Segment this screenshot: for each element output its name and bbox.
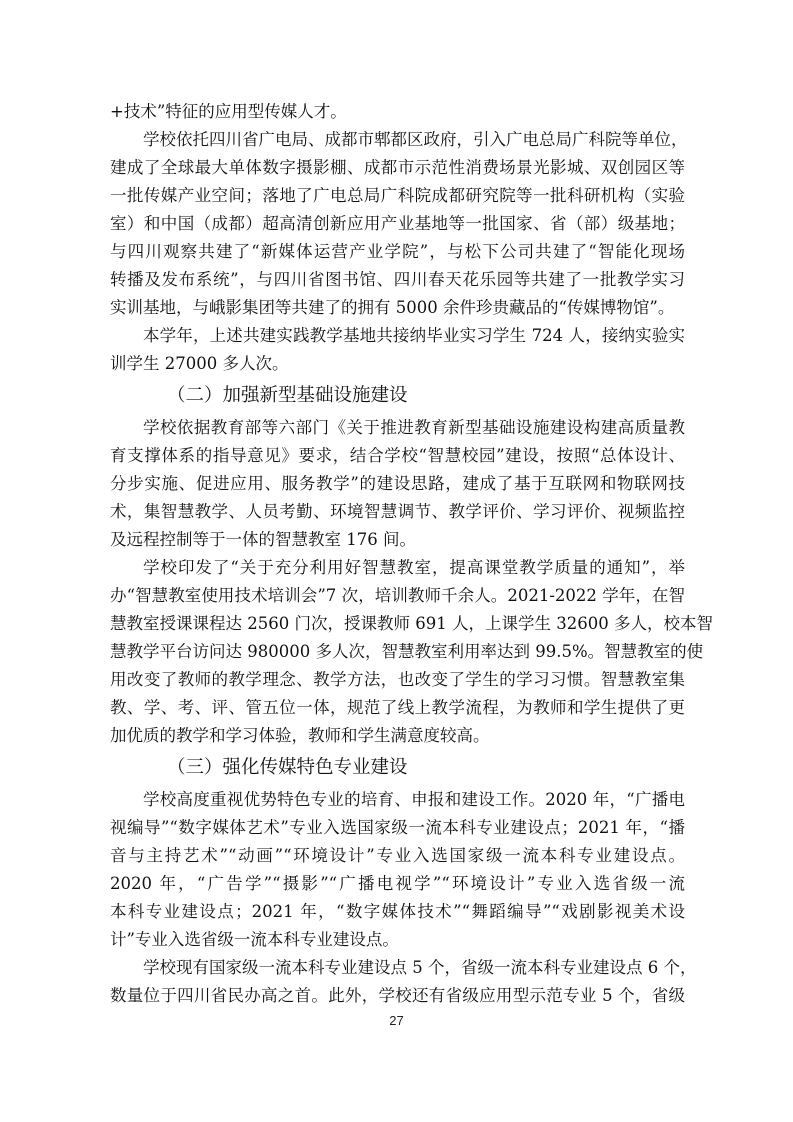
- paragraph-line: 音与主持艺术”“动画”“环境设计”专业入选国家级一流本科专业建设点。: [110, 846, 685, 865]
- paragraph-line: 一批传媒产业空间；落地了广电总局广科院成都研究院等一批科研机构（实验: [110, 186, 685, 205]
- paragraph-line: 教、学、考、评、管五位一体，规范了线上教学流程，为教师和学生提供了更: [110, 698, 685, 717]
- paragraph-line: 与四川观察共建了“新媒体运营产业学院”，与松下公司共建了“智能化现场: [110, 242, 685, 261]
- paragraph-line: 计”专业入选省级一流本科专业建设点。: [110, 930, 399, 949]
- paragraph-line: 学校印发了“关于充分利用好智慧教室，提高课堂教学质量的通知”，举: [143, 558, 685, 577]
- paragraph-line: 术，集智慧教学、人员考勤、环境智慧调节、教学评价、学习评价、视频监控: [110, 502, 685, 521]
- section-heading: （三）强化传媒特色专业建设: [167, 757, 408, 778]
- paragraph-line: 学校依托四川省广电局、成都市郫都区政府，引入广电总局广科院等单位，: [143, 130, 688, 149]
- paragraph-line: 转播及发布系统”，与四川省图书馆、四川春天花乐园等共建了一批教学实习: [110, 270, 685, 289]
- paragraph-line: 学校现有国家级一流本科专业建设点 5 个，省级一流本科专业建设点 6 个，: [143, 958, 697, 977]
- paragraph-line: 实训基地，与峨影集团等共建了的拥有 5000 余件珍贵藏品的“传媒博物馆”。: [110, 298, 675, 317]
- section-heading: （二）加强新型基础设施建设: [167, 385, 408, 406]
- paragraph-line: 用改变了教师的教学理念、教学方法，也改变了学生的学习习惯。智慧教室集: [110, 670, 685, 689]
- paragraph-line: 建成了全球最大单体数字摄影棚、成都市示范性消费场景光影城、双创园区等: [110, 158, 685, 177]
- paragraph-line: 育支撑体系的指导意见》要求，结合学校“智慧校园”建设，按照“总体设计、: [110, 446, 685, 465]
- paragraph-line: +技术”特征的应用型传媒人才。: [110, 102, 347, 121]
- paragraph-line: 本科专业建设点；2021 年，“数字媒体技术”“舞蹈编导”“戏剧影视美术设: [110, 902, 685, 921]
- page-number: 27: [389, 1013, 404, 1028]
- paragraph-line: 及远程控制等于一体的智慧教室 176 间。: [110, 530, 416, 549]
- paragraph-line: 慧教室授课课程达 2560 门次，授课教师 691 人，上课学生 32600 多人，校本智: [110, 614, 713, 633]
- paragraph-line: 学校高度重视优势特色专业的培育、申报和建设工作。2020 年，“广播电: [143, 790, 685, 809]
- paragraph-line: 加优质的教学和学习体验，教师和学生满意度较高。: [110, 726, 490, 745]
- paragraph-line: 数量位于四川省民办高之首。此外，学校还有省级应用型示范专业 5 个，省级: [110, 986, 685, 1005]
- paragraph-line: 训学生 27000 多人次。: [110, 354, 289, 373]
- paragraph-line: 2020 年，“广告学”“摄影”“广播电视学”“环境设计”专业入选省级一流: [110, 874, 685, 893]
- paragraph-line: 学校依据教育部等六部门《关于推进教育新型基础设施建设构建高质量教: [143, 418, 685, 437]
- paragraph-line: 视编导”“数字媒体艺术”专业入选国家级一流本科专业建设点；2021 年，“播: [110, 818, 685, 837]
- paragraph-line: 慧教学平台访问达 980000 多人次，智慧教室利用率达到 99.5%。智慧教室的使: [110, 642, 704, 661]
- paragraph-line: 分步实施、促进应用、服务教学”的建设思路，建成了基于互联网和物联网技: [110, 474, 685, 493]
- paragraph-line: 室）和中国（成都）超高清创新应用产业基地等一批国家、省（部）级基地；: [110, 214, 685, 233]
- paragraph-line: 本学年，上述共建实践教学基地共接纳毕业实习学生 724 人，接纳实验实: [143, 326, 685, 345]
- paragraph-line: 办“智慧教室使用技术培训会”7 次，培训教师千余人。2021-2022 学年，在智: [110, 586, 685, 605]
